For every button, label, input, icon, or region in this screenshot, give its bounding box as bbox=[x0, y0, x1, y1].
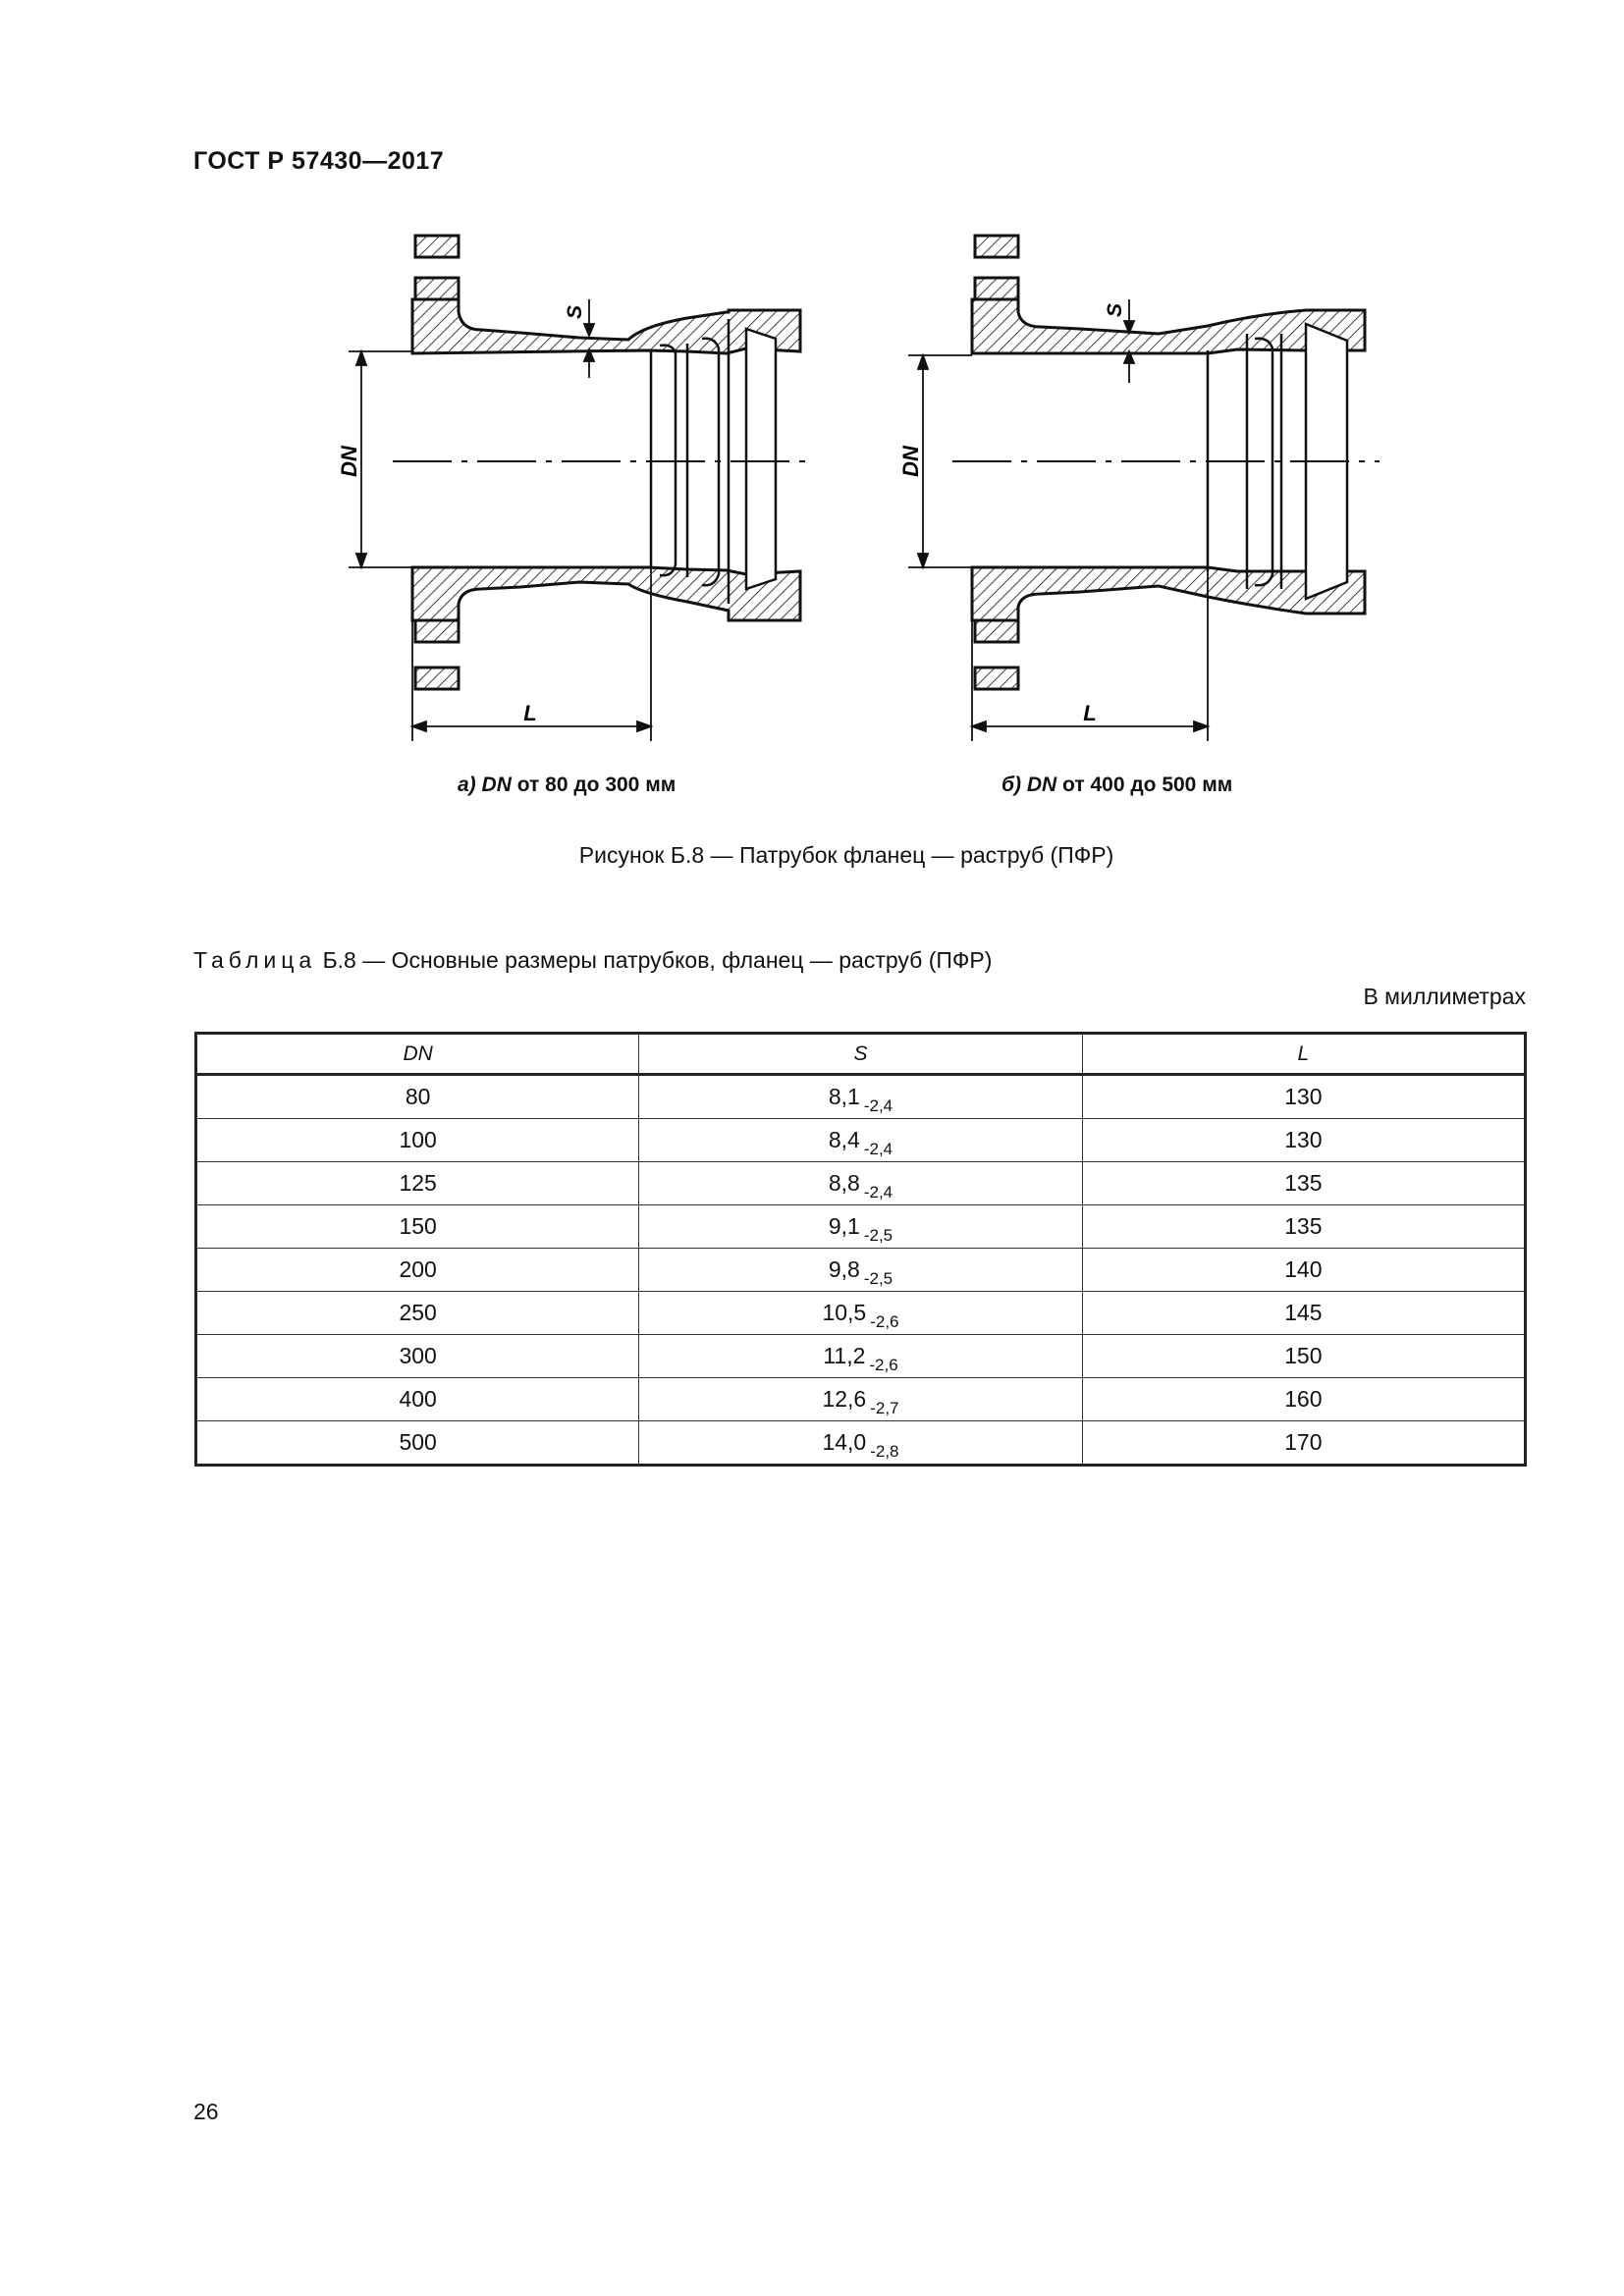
cell-l: 145 bbox=[1082, 1292, 1525, 1335]
s-value: 12,6 bbox=[822, 1386, 867, 1412]
figure-caption: Рисунок Б.8 — Патрубок фланец — раструб (ПФР) bbox=[578, 842, 1114, 868]
cell-l: 135 bbox=[1082, 1205, 1525, 1249]
document-header: ГОСТ Р 57430—2017 bbox=[193, 147, 445, 175]
s-value: 8,1 bbox=[828, 1084, 860, 1109]
table-row bbox=[196, 1249, 1526, 1292]
l-label-a: L bbox=[523, 701, 537, 725]
cell-s bbox=[639, 1119, 1082, 1162]
cell-l: 140 bbox=[1082, 1249, 1525, 1292]
table-header-row bbox=[196, 1034, 1526, 1075]
cell-dn: 150 bbox=[196, 1205, 639, 1249]
dn-label-b: DN bbox=[898, 446, 923, 477]
s-tolerance: -2,8 bbox=[870, 1442, 899, 1461]
table-title bbox=[193, 947, 992, 974]
subfigure-b-text: от 400 до 500 мм bbox=[1062, 774, 1233, 796]
s-tolerance: -2,6 bbox=[869, 1356, 898, 1374]
s-value: 8,8 bbox=[828, 1170, 860, 1196]
cell-l: 170 bbox=[1082, 1421, 1525, 1466]
table-row bbox=[196, 1119, 1526, 1162]
table-row bbox=[196, 1205, 1526, 1249]
page-number: 26 bbox=[193, 2099, 219, 2124]
cell-s bbox=[639, 1335, 1082, 1378]
cell-dn: 125 bbox=[196, 1162, 639, 1205]
cell-l: 135 bbox=[1082, 1162, 1525, 1205]
table-units: В миллиметрах bbox=[1363, 984, 1526, 1009]
table-row bbox=[196, 1335, 1526, 1378]
s-tolerance: -2,4 bbox=[863, 1096, 893, 1115]
table-row bbox=[196, 1075, 1526, 1119]
cell-s bbox=[639, 1162, 1082, 1205]
subfigure-a-prefix: а) bbox=[458, 774, 476, 796]
subfigure-b-prefix: б) bbox=[1001, 774, 1021, 796]
s-tolerance: -2,4 bbox=[863, 1183, 893, 1201]
subfigure-b-dn: DN bbox=[1026, 774, 1057, 796]
s-label-b: S bbox=[1104, 302, 1126, 318]
dimensions-table bbox=[194, 1032, 1527, 1467]
cell-l: 150 bbox=[1082, 1335, 1525, 1378]
table-row bbox=[196, 1162, 1526, 1205]
cell-l: 130 bbox=[1082, 1119, 1525, 1162]
cell-s bbox=[639, 1378, 1082, 1421]
table-row bbox=[196, 1421, 1526, 1466]
s-value: 14,0 bbox=[822, 1429, 867, 1455]
table-title-text: Б.8 — Основные размеры патрубков, фланец — раструб (ПФР) bbox=[322, 947, 993, 973]
s-value: 11,2 bbox=[823, 1343, 866, 1368]
s-value: 9,8 bbox=[828, 1256, 860, 1282]
l-label-b: L bbox=[1083, 701, 1097, 725]
cell-dn: 100 bbox=[196, 1119, 639, 1162]
header-dn: DN bbox=[196, 1034, 639, 1075]
table-title-prefix: Таблица bbox=[193, 947, 317, 973]
table-row bbox=[196, 1292, 1526, 1335]
subfigure-a-text: от 80 до 300 мм bbox=[516, 774, 677, 796]
header-s: S bbox=[639, 1034, 1082, 1075]
s-value: 8,4 bbox=[828, 1127, 860, 1152]
cell-dn: 200 bbox=[196, 1249, 639, 1292]
s-value: 10,5 bbox=[822, 1300, 867, 1325]
cell-l: 130 bbox=[1082, 1075, 1525, 1119]
s-label-a: S bbox=[564, 304, 586, 320]
cell-dn: 300 bbox=[196, 1335, 639, 1378]
header-l: L bbox=[1082, 1034, 1525, 1075]
cell-s bbox=[639, 1292, 1082, 1335]
s-tolerance: -2,5 bbox=[863, 1269, 893, 1288]
s-tolerance: -2,7 bbox=[870, 1399, 899, 1417]
subfigure-caption-b bbox=[1001, 774, 1232, 797]
cell-s bbox=[639, 1075, 1082, 1119]
s-tolerance: -2,5 bbox=[863, 1226, 893, 1245]
s-value: 9,1 bbox=[828, 1213, 860, 1239]
subfigure-caption-a bbox=[458, 774, 676, 797]
cell-s bbox=[639, 1249, 1082, 1292]
subfigure-a-dn: DN bbox=[481, 774, 512, 796]
cell-s bbox=[639, 1205, 1082, 1249]
table-row bbox=[196, 1378, 1526, 1421]
dn-label-a: DN bbox=[337, 446, 361, 477]
cell-l: 160 bbox=[1082, 1378, 1525, 1421]
cell-dn: 250 bbox=[196, 1292, 639, 1335]
cell-dn: 80 bbox=[196, 1075, 639, 1119]
s-tolerance: -2,6 bbox=[870, 1312, 899, 1331]
s-tolerance: -2,4 bbox=[863, 1140, 893, 1158]
cell-s bbox=[639, 1421, 1082, 1466]
cell-dn: 500 bbox=[196, 1421, 639, 1466]
cell-dn: 400 bbox=[196, 1378, 639, 1421]
technical-drawing bbox=[0, 0, 1624, 785]
